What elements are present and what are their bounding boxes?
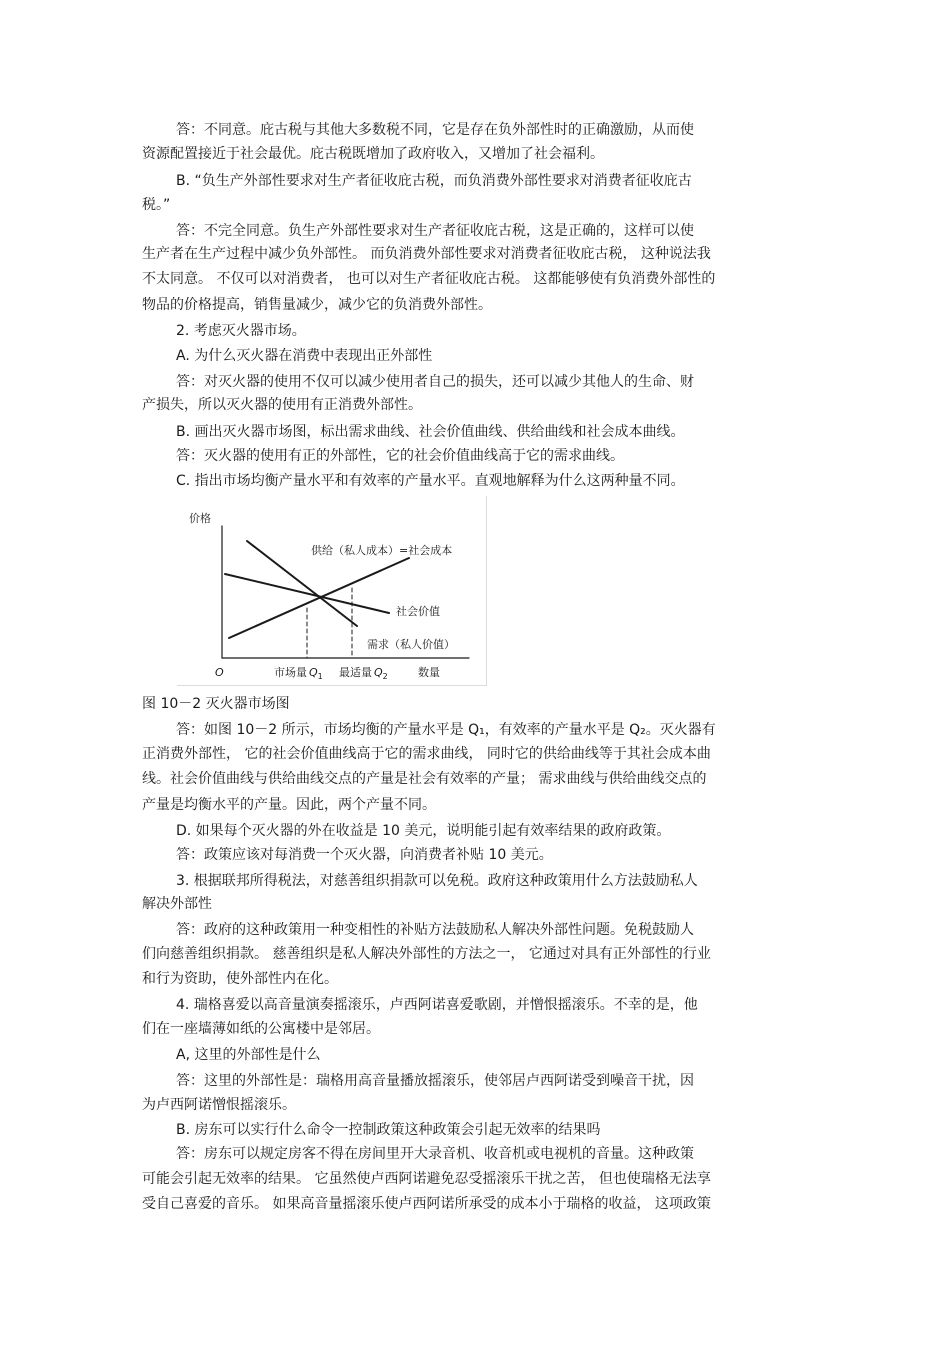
text-line: 不太同意。 不仅可以对消费者， 也可以对生产者征收庇古税。 这都能够使有负消费外部性的 [142,271,716,287]
supply-curve-label: 供给（私人成本）=社会成本 [311,544,453,557]
text-line: 们在一座墙薄如纸的公寓楼中是邻居。 [142,1021,380,1037]
origin-label: O [215,666,224,679]
text-line: B. 画出灭火器市场图，标出需求曲线、社会价值曲线、供给曲线和社会成本曲线。 [176,424,685,440]
text-line: 税。” [142,197,171,213]
social-value-curve-label: 社会价值 [396,605,440,618]
text-line: 答：对灭火器的使用不仅可以减少使用者自己的损失，还可以减少其他人的生命、财 [176,374,694,390]
quantity-axis-label: 数量 [418,666,440,679]
text-line: 生产者在生产过程中减少负外部性。 而负消费外部性要求对消费者征收庇古税， 这种说法我 [142,246,711,262]
text-line: 答：房东可以规定房客不得在房间里开大录音机、收音机或电视机的音量。这种政策 [176,1146,694,1162]
supply-curve [229,558,409,638]
text-line: 资源配置接近于社会最优。庇古税既增加了政府收入，又增加了社会福利。 [142,146,604,162]
text-line: 线。社会价值曲线与供给曲线交点的产量是社会有效率的产量； 需求曲线与供给曲线交点的 [142,771,707,787]
text-line: 4. 瑞格喜爱以高音量演奏摇滚乐，卢西阿诺喜爱歌剧，并憎恨摇滚乐。不幸的是，他 [176,997,698,1013]
text-line: D. 如果每个灭火器的外在收益是 10 美元，说明能引起有效率结果的政府政策。 [176,823,671,839]
text-line: B. 房东可以实行什么命令一控制政策这种政策会引起无效率的结果吗 [176,1122,601,1138]
text-line: 答：不同意。庇古税与其他大多数税不同，它是存在负外部性时的正确激励，从而使 [176,122,694,138]
text-line: 答：这里的外部性是：瑞格用高音量播放摇滚乐，使邻居卢西阿诺受到噪音干扰，因 [176,1073,694,1089]
fire-extinguisher-market-figure [177,496,487,686]
text-line: 答：不完全同意。负生产外部性要求对生产者征收庇古税，这是正确的，这样可以使 [176,223,694,239]
q1-tick-label: 市场量 $Q_1$ [274,666,323,681]
text-line: 和行为资助，使外部性内在化。 [142,971,338,987]
text-line: C. 指出市场均衡产量水平和有效率的产量水平。直观地解释为什么这两种量不同。 [176,473,685,489]
text-line: 们向慈善组织捐款。 慈善组织是私人解决外部性的方法之一， 它通过对具有正外部性的行业 [142,946,711,962]
text-line: 答：政策应该对每消费一个灭火器，向消费者补贴 10 美元。 [176,847,553,863]
text-line: 产损失，所以灭火器的使用有正消费外部性。 [142,397,422,413]
text-line: B. “负生产外部性要求对生产者征收庇古税，而负消费外部性要求对消费者征收庇古 [176,173,692,189]
text-line: 受自己喜爱的音乐。 如果高音量摇滚乐使卢西阿诺所承受的成本小于瑞格的收益， 这项政策 [142,1196,711,1212]
text-line: 2. 考虑灭火器市场。 [176,323,306,339]
text-line: 产量是均衡水平的产量。因此，两个产量不同。 [142,797,436,813]
text-line: A, 这里的外部性是什么 [176,1047,321,1063]
text-line: 答：如图 10－2 所示，市场均衡的产量水平是 Q₁，有效率的产量水平是 Q₂。灭火器有 [176,722,716,738]
text-line: 物品的价格提高，销售量减少，减少它的负消费外部性。 [142,297,492,313]
text-line: 3. 根据联邦所得税法，对慈善组织捐款可以免税。政府这种政策用什么方法鼓励私人 [176,873,698,889]
figure-caption: 图 10－2 灭火器市场图 [142,696,290,712]
text-line: 答：政府的这种政策用一种变相性的补贴方法鼓励私人解决外部性问题。免税鼓励人 [176,922,694,938]
price-axis-label: 价格 [189,512,211,525]
q2-tick-label: 最适量 $Q_2$ [339,666,388,681]
text-line: 解决外部性 [142,896,212,912]
demand-curve-label: 需求（私人价值） [367,638,455,651]
text-line: A. 为什么灭火器在消费中表现出正外部性 [176,348,433,364]
text-line: 为卢西阿诺憎恨摇滚乐。 [142,1097,296,1113]
text-line: 答：灭火器的使用有正的外部性，它的社会价值曲线高于它的需求曲线。 [176,448,624,464]
text-line: 正消费外部性， 它的社会价值曲线高于它的需求曲线， 同时它的供给曲线等于其社会成本曲 [142,746,711,762]
text-line: 可能会引起无效率的结果。 它虽然使卢西阿诺避免忍受摇滚乐干扰之苦， 但也使瑞格无法享 [142,1171,711,1187]
social-value-curve [225,574,389,613]
